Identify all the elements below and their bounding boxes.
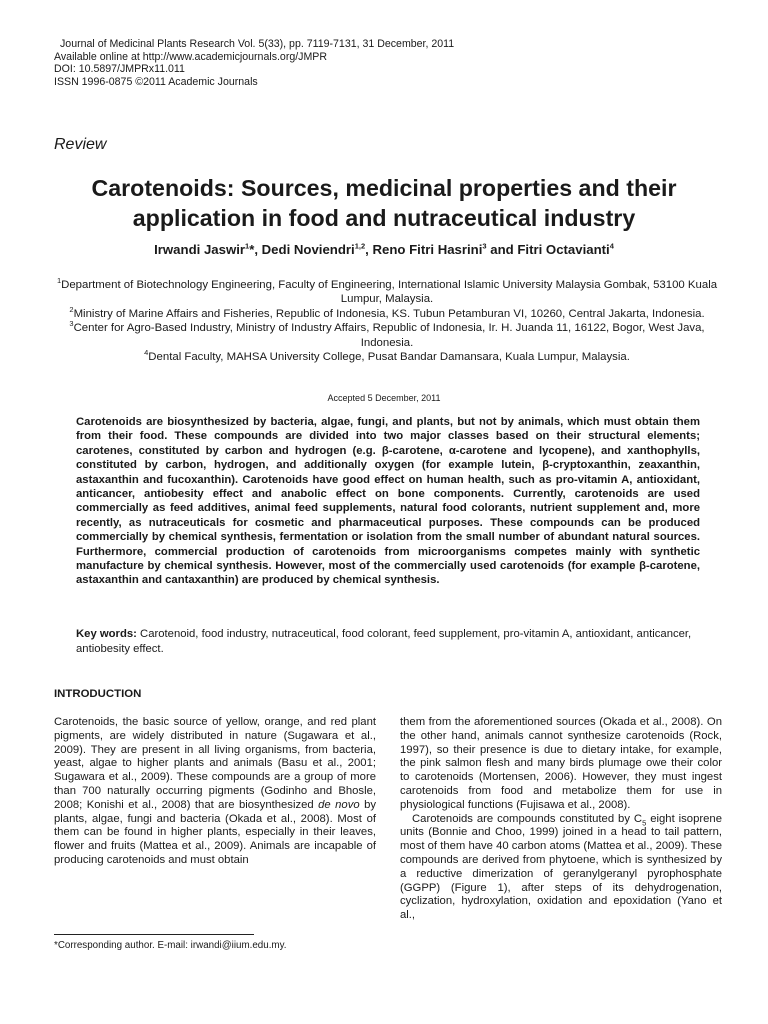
affiliation-number: 2: [69, 305, 74, 315]
abstract: Carotenoids are biosynthesized by bacteria, algae, fungi, and plants, but not by animals, which must obtain them from their food. These compounds are divided into two major classes based on their structural elements; carotenes, constituted by carbon and hydrogen (e.g. β-carotene, α-carotene and lycopene), and xanthophylls, constituted by carbon, hydrogen, and additionally oxygen (for example lutein, β-cryptoxanthin, zeaxanthin, astaxanthin and fucoxanthin). Carotenoids have good effect on human health, such as pro-vitamin A, antioxidant, anticancer, antiobesity effect and anabolic effect on bone components. Currently, carotenoids are used commercially as feed additives, animal feed supplements, natural food colorants, nutrient supplement and, more recently, as nutraceuticals for cosmetic and pharmaceutical purposes. These compounds can be produced commercially by chemical synthesis, fermentation or isolation from the small number of abundant natural sources. Furthermore, commercial production of carotenoids from microorganisms competes mainly with synthetic manufacture by chemical synthesis. However, most of the commercially used carotenoids (for example β-carotene, astaxanthin and cantaxanthin) are produced by chemical synthesis.: [76, 416, 700, 587]
keywords: [76, 627, 700, 658]
author-separator: ,: [254, 242, 262, 257]
paragraph-text: by plants, algae, fungi and bacteria (Okada et al., 2008). Most of them can be found in higher plants, especially in their leaves, flower and fruits (Mattea et al., 2009). Animals are incapable of producing carotenoids and must obtain: [54, 798, 377, 866]
author-separator: and: [486, 242, 518, 257]
keywords-text: Carotenoid, food industry, nutraceutical, food colorant, feed supplement, pro-vitamin A, antioxidant, anticancer, antiobesity effect.: [76, 628, 692, 656]
author-name: Reno Fitri Hasrini: [372, 242, 483, 257]
title-line-1: Carotenoids: Sources, medicinal properties and their: [91, 175, 677, 201]
affiliation-item: [56, 321, 718, 350]
affiliations: [56, 278, 718, 364]
affiliation-text: Ministry of Marine Affairs and Fisheries, Republic of Indonesia, KS. Tubun Petamburan VI, 10260, Central Jakarta, Indonesia.: [73, 307, 705, 320]
footnote-divider: [54, 934, 254, 935]
author-name: Dedi Noviendri: [261, 242, 355, 257]
affiliation-item: [56, 307, 718, 321]
affiliation-number: 1: [56, 276, 62, 286]
affiliation-text: Department of Biotechnology Engineering, Faculty of Engineering, International Islamic University Malaysia Gombak, 53100 Kuala Lumpur, Malaysia.: [61, 279, 718, 306]
affiliation-text: Dental Faculty, MAHSA University College, Pusat Bandar Damansara, Kuala Lumpur, Malaysia.: [148, 351, 630, 364]
article-title: [30, 173, 738, 233]
affiliation-item: [56, 278, 718, 307]
author-separator: ,: [365, 242, 373, 257]
author-name: Irwandi Jaswir: [154, 242, 246, 257]
paragraph-text: Carotenoids are compounds constituted by C: [412, 812, 643, 825]
affiliation-number: 3: [69, 319, 74, 329]
keywords-label: Key words:: [76, 628, 137, 640]
title-line-2: application in food and nutraceutical industry: [132, 205, 636, 231]
corresponding-author-footnote: *Corresponding author. E-mail: irwandi@iium.edu.my.: [54, 940, 287, 951]
paragraph: [54, 716, 376, 868]
subscript: 5: [642, 817, 647, 827]
paragraph-text: eight isoprene units (Bonnie and Choo, 1999) joined in a head to tail pattern, most of them have 40 carbon atoms (Mattea et al., 2009). These compounds are derived from phytoene, which is synthesized by a reductive dimerization of geranylgeranyl pyrophosphate (GGPP) (Figure 1), after steps of its dehydrogenation, cyclization, hydroxylation, oxidation and epoxidation (Yano et al.,: [400, 812, 722, 922]
affiliation-number: 4: [144, 348, 149, 358]
paragraph: [400, 813, 722, 923]
author-affil-sup: 4: [609, 241, 614, 251]
body-column-left: [54, 716, 376, 868]
accepted-date: Accepted 5 December, 2011: [327, 393, 441, 403]
author-list: [30, 242, 738, 257]
article-type: Review: [54, 136, 107, 153]
paragraph: them from the aforementioned sources (Okada et al., 2008). On the other hand, animals cannot synthesize carotenoids (Rock, 1997), so their presence is due to dietary intake, for example, the pink salmon flesh and many birds plumage owe their color to carotenoids (Mortensen, 2006). However, they must ingest carotenoids from food and metabolize them for use in physiological functions (Fujisawa et al., 2008).: [400, 716, 722, 811]
corresponding-mark: *: [249, 242, 255, 257]
italic-term: de novo: [318, 798, 360, 811]
affiliation-text: Center for Agro-Based Industry, Ministry of Industry Affairs, Republic of Indonesia, Ir. H. Juanda 11, 16122, Bogor, West Java, Indonesia.: [73, 322, 705, 349]
author-affil-sup: 3: [482, 241, 487, 251]
author-affil-sup: 1,2: [354, 241, 366, 251]
journal-header: [54, 38, 454, 88]
journal-citation: Journal of Medicinal Plants Research Vol. 5(33), pp. 7119-7131, 31 December, 2011: [60, 38, 455, 50]
available-online-link[interactable]: Available online at http://www.academicjournals.org/JMPR: [54, 50, 328, 63]
author-affil-sup: 1: [245, 241, 250, 251]
paragraph-text: Carotenoids, the basic source of yellow, orange, and red plant pigments, are widely distributed in nature (Sugawara et al., 2009). They are present in all living organisms, from bacteria, yeast, algae to higher plants and animals (Basu et al., 2001; Sugawara et al., 2009). These compounds are a group of more than 700 naturally occurring pigments (Godinho and Bhosle, 2008; Konishi et al., 2008) that are biosynthesized: [54, 716, 376, 811]
section-heading-introduction: INTRODUCTION: [54, 688, 142, 700]
affiliation-item: [56, 350, 718, 364]
body-column-right: [400, 716, 722, 923]
doi-line: DOI: 10.5897/JMPRx11.011: [54, 63, 185, 76]
issn-line: ISSN 1996-0875 ©2011 Academic Journals: [54, 75, 258, 88]
author-name: Fitri Octavianti: [517, 242, 610, 257]
